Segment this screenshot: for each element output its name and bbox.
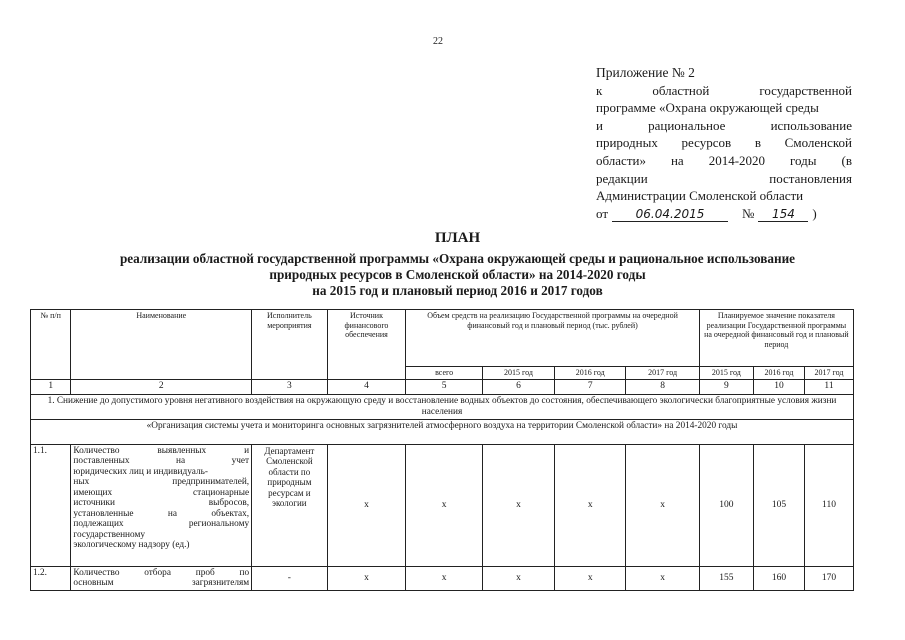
handwritten-date: 06.04.2015 [612,207,728,222]
row-name-word: источники [73,498,115,508]
row-name-line [73,578,249,589]
date-prefix: от [596,205,609,221]
header-funds-total: всего [406,367,483,380]
row-target-2015: 100 [699,444,753,566]
row-2015: x [482,444,554,566]
appendix-word: рациональное [648,117,726,133]
row-name [71,566,252,590]
row-2017: x [626,444,699,566]
appendix-word: к [596,82,603,98]
header-source: Источник финансового обеспечения [327,310,406,380]
row-name-line [73,488,249,499]
row-name-word: отбора [144,567,171,578]
header-executor: Исполнитель мероприятия [252,310,327,380]
row-name-word: ных [73,477,90,487]
row-name-word: государственному [73,529,146,540]
row-name-line [73,568,249,579]
appendix-line [596,117,852,135]
row-target-2016: 105 [753,444,804,566]
row-name-word: на [176,456,186,466]
row-name-line [73,509,249,520]
plan-table [30,309,854,591]
appendix-word: области» [596,152,646,168]
header-num: № п/п [31,310,71,380]
header-target-2016: 2016 год [753,367,804,380]
row-name-word: установленные [73,508,134,519]
table-row [31,444,854,566]
row-target-2017: 170 [805,566,854,590]
row-name-word: Количество [73,445,120,456]
row-name-line [73,467,249,478]
header-funds-2016: 2016 год [555,367,626,380]
plan-subtitle-line1: реализации областной государственной программы «Охрана окружающей среды и рациональное использование [119,251,796,266]
row-name-line [73,498,249,509]
header-funds-2017: 2017 год [626,367,699,380]
row-executor: Департамент Смоленской области по природным ресурсам и экологии [252,444,327,566]
appendix-word: ресурсов [681,135,732,151]
row-name-word: проб [195,567,215,578]
column-number: 10 [753,379,804,394]
row-name-line [73,540,249,551]
header-funds: Объем средств на реализацию Государственной программы на очередной финансовый год и плановый период (тыс. рублей) [406,310,699,367]
row-name-word: учет [231,456,250,466]
subprogram-title: «Организация системы учета и мониторинга основных загрязнителей атмосферного воздуха на территории Смоленской области» на 2014-2020 годы [31,419,854,444]
column-number: 9 [699,379,753,394]
appendix-word: программе «Охрана окружающей среды [596,100,819,116]
appendix-title: Приложение № 2 [596,65,695,80]
row-target-2016: 160 [753,566,804,590]
plan-subtitle [40,251,875,298]
column-number: 4 [327,379,406,394]
row-name-word: на [167,508,177,519]
row-name-word: поставленных [73,456,130,466]
row-name-word: подлежащих [73,519,124,529]
approval-line [596,205,852,223]
appendix-line [596,152,852,170]
appendix-word: в [754,135,761,151]
row-2017: x [626,566,699,590]
column-number-row [31,379,854,394]
row-total: x [406,444,483,566]
appendix-line [596,134,852,152]
row-2015: x [482,566,554,590]
row-target-2017: 110 [805,444,854,566]
row-name-word: основным [73,578,114,588]
plan-subtitle-line2: природных ресурсов в Смоленской области» на 2014-2020 годы [269,266,646,282]
row-name-word: выявленных [157,445,207,456]
row-name-line [73,456,249,467]
header-target-2015: 2015 год [699,367,753,380]
appendix-word: годы [790,152,817,168]
closing-paren: ) [812,205,817,221]
appendix-word: областной [652,82,710,98]
row-number: 1.2. [31,566,71,590]
plan-subtitle-line3: на 2015 год и плановый период 2016 и 2017 годов [312,282,603,298]
row-name-line [73,519,249,530]
appendix-block [596,64,852,222]
table-row [31,566,854,590]
column-number: 11 [805,379,854,394]
appendix-word: (в [841,152,852,168]
row-name-word: стационарные [193,487,250,498]
row-2016: x [555,566,626,590]
column-number: 3 [252,379,327,394]
column-number: 5 [406,379,483,394]
appendix-word: редакции [596,170,648,186]
header-target: Планируемое значение показателя реализации Государственной программы на очередной финансовый год и плановый период [699,310,853,367]
appendix-line [596,187,852,205]
row-2016: x [555,444,626,566]
row-total: x [406,566,483,590]
row-name-word: экологическому надзору (ед.) [73,540,190,550]
header-target-2017: 2017 год [805,367,854,380]
section-title: 1. Снижение до допустимого уровня негативного воздействия на окружающую среду и восстановление водных объектов до состояния, обеспечивающего экологически благоприятные условия жизни населения [31,394,854,419]
appendix-word: государственной [759,82,852,98]
column-number: 6 [482,379,554,394]
header-funds-2015: 2015 год [482,367,554,380]
row-source: x [327,566,406,590]
row-target-2015: 155 [699,566,753,590]
page-number: 22 [433,36,443,47]
appendix-word: 2014-2020 [708,152,766,168]
number-prefix: № [742,205,755,221]
row-name-word: юридических лиц и индивидуаль- [73,466,208,477]
appendix-word: использование [770,117,852,133]
row-name-word: предпринимателей, [172,477,250,487]
row-number: 1.1. [31,444,71,566]
appendix-line [596,170,852,188]
column-number: 7 [555,379,626,394]
row-name-word: загрязнителям [191,578,250,588]
row-name-line [73,477,249,488]
appendix-word: на [670,152,684,168]
row-name-word: объектах, [211,508,250,519]
row-name-line [73,446,249,457]
appendix-word: природных [596,135,658,151]
appendix-word: и [596,117,603,133]
appendix-line [596,82,852,100]
subprogram-row [31,419,854,444]
appendix-word: Смоленской [784,135,852,151]
row-name-line [73,530,249,541]
row-executor: - [252,566,327,590]
row-name-word: региональному [188,519,250,529]
header-name: Наименование [71,310,252,380]
row-name [71,444,252,566]
handwritten-number: 154 [758,207,808,222]
column-number: 8 [626,379,699,394]
row-name-word: Количество [73,567,120,578]
row-name-word: и [244,445,250,456]
column-number: 2 [71,379,252,394]
section-row [31,394,854,419]
column-number: 1 [31,379,71,394]
row-name-word: выбросов, [208,498,250,508]
appendix-word: постановления [769,170,852,186]
row-source: x [327,444,406,566]
appendix-word: Администрации Смоленской области [596,188,804,204]
appendix-text [596,82,852,205]
row-name-word: по [239,567,250,578]
plan-title: ПЛАН [434,230,481,246]
appendix-line [596,99,852,117]
row-name-word: имеющих [73,487,113,498]
